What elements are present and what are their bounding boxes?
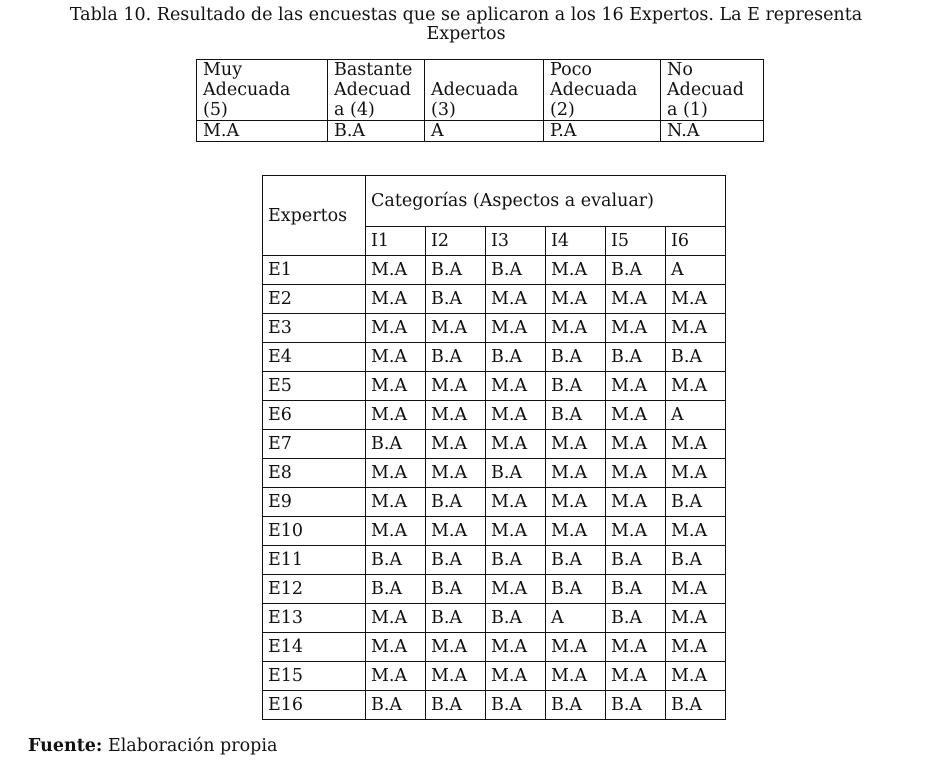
expert-label: E13 (263, 604, 366, 633)
rating-cell: B.A (426, 285, 486, 314)
rating-cell: M.A (486, 488, 546, 517)
rating-cell: M.A (666, 633, 726, 662)
expert-label: E6 (263, 401, 366, 430)
table-row (263, 575, 726, 604)
expert-label: E5 (263, 372, 366, 401)
rating-cell: B.A (606, 691, 666, 720)
rating-cell: B.A (666, 343, 726, 372)
table-row (263, 430, 726, 459)
rating-cell: M.A (366, 401, 426, 430)
table-row (263, 285, 726, 314)
rating-cell: B.A (546, 575, 606, 604)
rating-cell: M.A (366, 517, 426, 546)
rating-cell: M.A (606, 285, 666, 314)
rating-cell: B.A (606, 546, 666, 575)
column-header: I5 (606, 227, 666, 256)
rating-cell: B.A (426, 256, 486, 285)
rating-cell: B.A (366, 575, 426, 604)
table-row (263, 691, 726, 720)
rating-cell: B.A (546, 343, 606, 372)
legend-abbr-ma: M.A (197, 121, 328, 142)
table-caption (0, 6, 932, 44)
caption-line-2: Expertos (426, 24, 506, 44)
rating-cell: M.A (366, 285, 426, 314)
rating-cell: B.A (486, 343, 546, 372)
legend-abbr-a: A (425, 121, 544, 142)
expert-label: E10 (263, 517, 366, 546)
source-note (28, 736, 277, 756)
rating-cell: A (666, 401, 726, 430)
rating-cell: M.A (546, 662, 606, 691)
categories-header: Categorías (Aspectos a evaluar) (366, 176, 726, 227)
rating-cell: M.A (486, 314, 546, 343)
rating-cell: M.A (666, 517, 726, 546)
rating-cell: M.A (426, 459, 486, 488)
expert-label: E1 (263, 256, 366, 285)
rating-cell: B.A (666, 546, 726, 575)
legend-header-1: No Adecuad a (1) (661, 60, 764, 121)
rating-cell: M.A (666, 372, 726, 401)
legend-header-row (197, 60, 764, 121)
rating-cell: B.A (366, 546, 426, 575)
table-row (263, 604, 726, 633)
rating-cell: M.A (666, 430, 726, 459)
rating-cell: B.A (486, 691, 546, 720)
rating-cell: B.A (486, 459, 546, 488)
expert-label: E4 (263, 343, 366, 372)
rating-cell: M.A (426, 633, 486, 662)
rating-cell: M.A (606, 488, 666, 517)
table-row (263, 662, 726, 691)
rating-cell: M.A (426, 517, 486, 546)
rating-cell: B.A (666, 691, 726, 720)
rating-cell: B.A (426, 343, 486, 372)
rating-cell: M.A (606, 401, 666, 430)
rating-cell: A (546, 604, 606, 633)
column-header: I3 (486, 227, 546, 256)
rating-cell: M.A (426, 314, 486, 343)
expert-label: E15 (263, 662, 366, 691)
rating-cell: M.A (486, 575, 546, 604)
rating-cell: M.A (486, 430, 546, 459)
rating-cell: B.A (426, 546, 486, 575)
expert-label: E2 (263, 285, 366, 314)
rating-cell: M.A (546, 430, 606, 459)
rating-cell: M.A (666, 459, 726, 488)
rating-cell: M.A (366, 372, 426, 401)
rating-cell: M.A (366, 633, 426, 662)
legend-header-4: Bastante Adecuad a (4) (328, 60, 425, 121)
legend-header-5: Muy Adecuada (5) (197, 60, 328, 121)
rating-cell: M.A (366, 604, 426, 633)
rating-cell: B.A (606, 256, 666, 285)
expert-label: E7 (263, 430, 366, 459)
table-row (263, 343, 726, 372)
rating-cell: M.A (606, 662, 666, 691)
rating-cell: M.A (366, 662, 426, 691)
table-row (263, 546, 726, 575)
table-body (263, 256, 726, 720)
rating-cell: M.A (606, 372, 666, 401)
rating-cell: M.A (606, 517, 666, 546)
legend-abbr-pa: P.A (544, 121, 661, 142)
table-row (263, 488, 726, 517)
rating-cell: M.A (486, 517, 546, 546)
rating-cell: B.A (546, 372, 606, 401)
rating-cell: B.A (606, 575, 666, 604)
table-row (263, 401, 726, 430)
rating-cell: B.A (546, 401, 606, 430)
table-row (263, 256, 726, 285)
rating-cell: M.A (606, 459, 666, 488)
rating-cell: M.A (426, 430, 486, 459)
legend-abbr-na: N.A (661, 121, 764, 142)
rating-cell: M.A (486, 633, 546, 662)
rating-cell: B.A (366, 430, 426, 459)
rating-cell: M.A (426, 662, 486, 691)
rating-cell: M.A (546, 285, 606, 314)
expert-label: E16 (263, 691, 366, 720)
expert-label: E14 (263, 633, 366, 662)
rating-cell: B.A (426, 488, 486, 517)
rating-cell: M.A (366, 459, 426, 488)
rating-cell: M.A (546, 459, 606, 488)
rating-cell: M.A (546, 633, 606, 662)
rating-cell: M.A (666, 604, 726, 633)
rating-cell: M.A (366, 256, 426, 285)
rating-cell: M.A (486, 372, 546, 401)
rating-cell: M.A (486, 285, 546, 314)
legend-header-2: Poco Adecuada (2) (544, 60, 661, 121)
column-header: I2 (426, 227, 486, 256)
expert-results-table (262, 175, 726, 720)
rating-cell: M.A (426, 401, 486, 430)
expert-label: E11 (263, 546, 366, 575)
rating-cell: M.A (666, 314, 726, 343)
rating-cell: M.A (546, 256, 606, 285)
rating-cell: M.A (546, 488, 606, 517)
table-row (263, 633, 726, 662)
table-row (263, 372, 726, 401)
rating-cell: M.A (366, 314, 426, 343)
table-row (263, 459, 726, 488)
rating-cell: M.A (606, 633, 666, 662)
source-label: Fuente: (28, 736, 103, 756)
rating-cell: M.A (426, 372, 486, 401)
legend-abbr-ba: B.A (328, 121, 425, 142)
rating-cell: B.A (426, 575, 486, 604)
rating-cell: B.A (426, 604, 486, 633)
rating-cell: M.A (666, 285, 726, 314)
source-text: Elaboración propia (102, 736, 278, 756)
rating-cell: M.A (606, 314, 666, 343)
rating-cell: B.A (366, 691, 426, 720)
table-row (263, 314, 726, 343)
rating-cell: B.A (546, 691, 606, 720)
column-header: I4 (546, 227, 606, 256)
caption-line-1: Tabla 10. Resultado de las encuestas que se aplicaron a los 16 Expertos. La E representa (69, 5, 863, 25)
expertos-header: Expertos (263, 176, 366, 256)
rating-cell: M.A (366, 488, 426, 517)
rating-cell: B.A (486, 546, 546, 575)
rating-cell: B.A (666, 488, 726, 517)
rating-cell: M.A (366, 343, 426, 372)
expert-label: E12 (263, 575, 366, 604)
rating-cell: B.A (606, 343, 666, 372)
legend-header-3: Adecuada (3) (425, 60, 544, 121)
rating-cell: B.A (606, 604, 666, 633)
rating-cell: B.A (486, 604, 546, 633)
rating-scale-legend (196, 59, 764, 142)
rating-cell: M.A (666, 662, 726, 691)
legend-abbreviation-row (197, 121, 764, 142)
rating-cell: M.A (546, 314, 606, 343)
rating-cell: M.A (486, 662, 546, 691)
rating-cell: M.A (546, 517, 606, 546)
column-header: I6 (666, 227, 726, 256)
rating-cell: M.A (486, 401, 546, 430)
rating-cell: B.A (486, 256, 546, 285)
rating-cell: B.A (546, 546, 606, 575)
rating-cell: B.A (426, 691, 486, 720)
expert-label: E8 (263, 459, 366, 488)
table-row (263, 517, 726, 546)
rating-cell: A (666, 256, 726, 285)
table-header-row (263, 176, 726, 227)
column-header: I1 (366, 227, 426, 256)
rating-cell: M.A (666, 575, 726, 604)
expert-label: E3 (263, 314, 366, 343)
rating-cell: M.A (606, 430, 666, 459)
expert-label: E9 (263, 488, 366, 517)
